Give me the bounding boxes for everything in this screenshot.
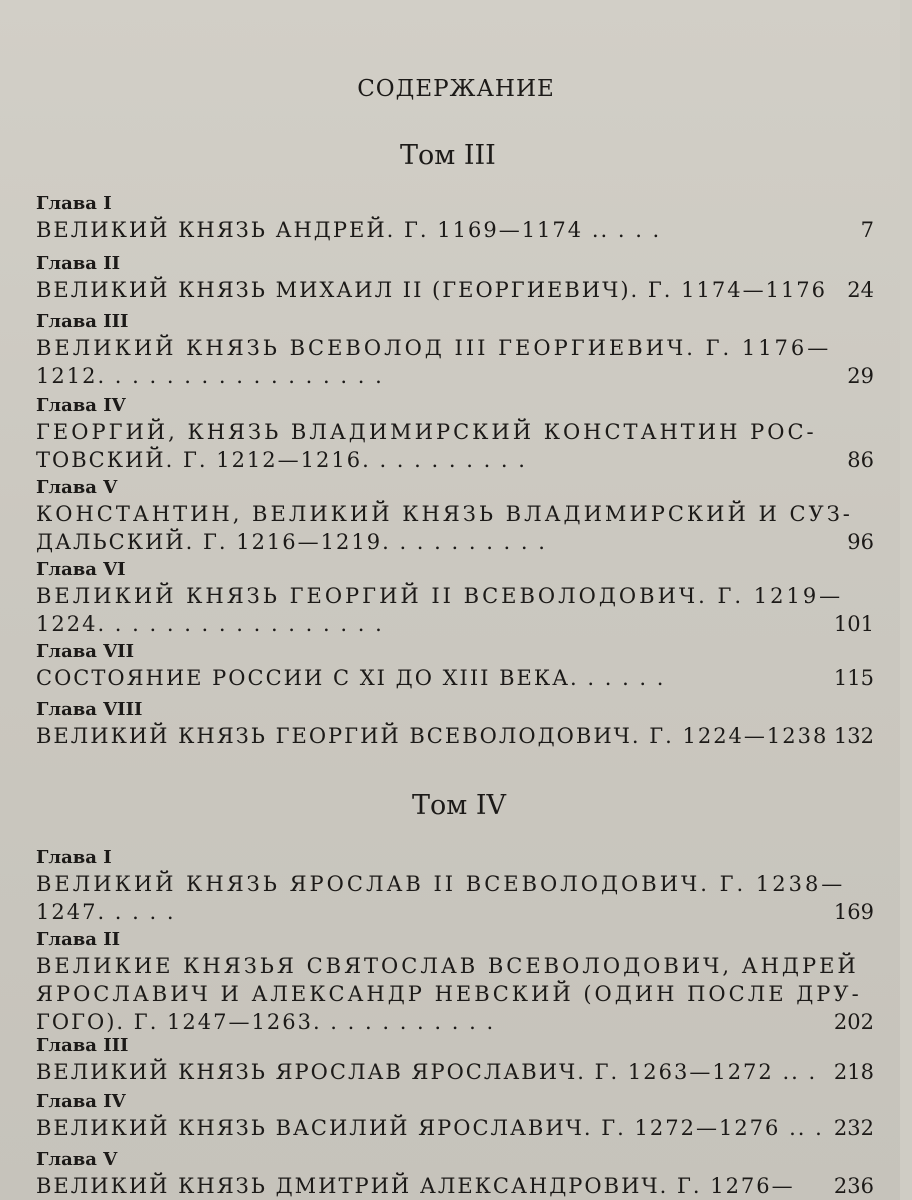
chapter-title-line xyxy=(36,1114,824,1142)
chapter-title-text: СОСТОЯНИЕ РОССИИ С XI ДО XIII ВЕКА xyxy=(36,666,571,690)
dot-leader: . . xyxy=(791,1060,818,1084)
page-number: 232 xyxy=(833,1116,874,1140)
chapter-number: Глава VIII xyxy=(36,699,143,720)
chapter-title-line xyxy=(36,610,816,638)
chapter-title-line xyxy=(36,664,816,692)
chapter-number: Глава V xyxy=(36,477,118,498)
page-number: 101 xyxy=(833,612,874,636)
chapter-number: Глава I xyxy=(36,847,112,868)
chapter-title-line xyxy=(36,870,846,898)
dot-leader: . . . . . . . . . . . . . . . . . xyxy=(97,364,384,388)
chapter-title-line xyxy=(36,362,816,390)
chapter-title-line xyxy=(36,334,832,362)
chapter-title-text: ГОГО). Г. 1247—1263 xyxy=(36,1010,313,1034)
chapter-title-line xyxy=(36,276,828,304)
toc-entry[interactable] xyxy=(36,642,874,692)
toc-entry[interactable] xyxy=(36,478,874,556)
dot-leader: . . . . xyxy=(600,218,662,242)
toc-entry[interactable] xyxy=(36,312,874,390)
chapter-title-line xyxy=(36,1008,816,1036)
volume-title: Том III xyxy=(400,140,496,171)
dot-leader: . . . . . . . . . . . xyxy=(312,1010,496,1034)
chapter-title-line xyxy=(36,898,816,926)
chapter-title-line xyxy=(36,1172,816,1200)
toc-entry[interactable] xyxy=(36,1092,874,1142)
chapter-title-line xyxy=(36,582,844,610)
chapter-title-line xyxy=(36,952,859,980)
volume-title: Том IV xyxy=(412,790,507,821)
page-heading: СОДЕРЖАНИЕ xyxy=(357,76,555,102)
chapter-title-text: КОНСТАНТИН, ВЕЛИКИЙ КНЯЗЬ ВЛАДИМИРСКИЙ И СУЗ- xyxy=(36,502,853,526)
chapter-title-text: ГЕОРГИЙ, КНЯЗЬ ВЛАДИМИРСКИЙ КОНСТАНТИН РОС- xyxy=(36,420,817,444)
chapter-title-text: ВЕЛИКИЙ КНЯЗЬ ВСЕВОЛОД III ГЕОРГИЕВИЧ. Г. 1176— xyxy=(36,336,832,360)
chapter-title-text: 1247 xyxy=(36,900,98,924)
chapter-title-text: ВЕЛИКИЙ КНЯЗЬ ГЕОРГИЙ ВСЕВОЛОДОВИЧ. Г. 1224—1238 xyxy=(36,724,829,748)
chapter-title-text: ЯРОСЛАВИЧ И АЛЕКСАНДР НЕВСКИЙ (ОДИН ПОСЛЕ ДРУ- xyxy=(36,982,862,1006)
toc-entry[interactable] xyxy=(36,1150,874,1200)
chapter-number: Глава VI xyxy=(36,559,126,580)
chapter-title-text: ВЕЛИКИЕ КНЯЗЬЯ СВЯТОСЛАВ ВСЕВОЛОДОВИЧ, АНДРЕЙ xyxy=(36,954,859,978)
chapter-number: Глава III xyxy=(36,311,129,332)
page-number: 29 xyxy=(847,364,874,388)
toc-entry[interactable] xyxy=(36,396,874,474)
chapter-title-text: ВЕЛИКИЙ КНЯЗЬ ВАСИЛИЙ ЯРОСЛАВИЧ. Г. 1272—1276 . xyxy=(36,1116,798,1140)
dot-leader: . . xyxy=(797,1116,824,1140)
chapter-title-line xyxy=(36,528,816,556)
chapter-title-line xyxy=(36,1058,816,1086)
chapter-title-text: ВЕЛИКИЙ КНЯЗЬ ГЕОРГИЙ II ВСЕВОЛОДОВИЧ. Г. 1219— xyxy=(36,584,844,608)
dot-leader: . . . . . . . . . . xyxy=(362,448,527,472)
chapter-number: Глава V xyxy=(36,1149,118,1170)
chapter-title-line xyxy=(36,216,816,244)
chapter-title-line xyxy=(36,418,816,446)
chapter-title-line xyxy=(36,980,862,1008)
page-number: 86 xyxy=(847,448,874,472)
chapter-title-text: ТОВСКИЙ. Г. 1212—1216 xyxy=(36,448,363,472)
page-number: 115 xyxy=(833,666,874,690)
dot-leader: . . . . . xyxy=(97,900,176,924)
chapter-number: Глава I xyxy=(36,193,112,214)
chapter-number: Глава IV xyxy=(36,1091,126,1112)
chapter-title-line xyxy=(36,722,829,750)
chapter-number: Глава II xyxy=(36,253,121,274)
chapter-title-text: ВЕЛИКИЙ КНЯЗЬ ЯРОСЛАВ II ВСЕВОЛОДОВИЧ. Г. 1238— xyxy=(36,872,846,896)
page-number: 202 xyxy=(833,1010,874,1034)
toc-entry[interactable] xyxy=(36,930,874,1036)
toc-entry[interactable] xyxy=(36,1036,874,1086)
dot-leader: . . . . . . . . . . xyxy=(382,530,547,554)
chapter-number: Глава VII xyxy=(36,641,135,662)
chapter-number: Глава II xyxy=(36,929,121,950)
chapter-number: Глава IV xyxy=(36,395,126,416)
page-number: 24 xyxy=(847,278,874,302)
toc-entry[interactable] xyxy=(36,194,874,244)
page-number: 169 xyxy=(833,900,874,924)
chapter-title-line xyxy=(36,500,853,528)
chapter-title-text: ВЕЛИКИЙ КНЯЗЬ ЯРОСЛАВ ЯРОСЛАВИЧ. Г. 1263—1272 . xyxy=(36,1060,792,1084)
page-number: 7 xyxy=(860,218,874,242)
chapter-title-line xyxy=(36,446,816,474)
page-number: 96 xyxy=(847,530,874,554)
dot-leader: . . . . . . xyxy=(570,666,666,690)
chapter-title-text: ВЕЛИКИЙ КНЯЗЬ АНДРЕЙ. Г. 1169—1174 . xyxy=(36,218,601,242)
chapter-title-text: ДАЛЬСКИЙ. Г. 1216—1219 xyxy=(36,530,383,554)
dot-leader: . . . . . . . . . . . . . . . . . xyxy=(97,612,384,636)
chapter-title-text: ВЕЛИКИЙ КНЯЗЬ ДМИТРИЙ АЛЕКСАНДРОВИЧ. Г. 1276— xyxy=(36,1174,795,1198)
toc-entry[interactable] xyxy=(36,700,874,750)
chapter-title-text: 1224 xyxy=(36,612,98,636)
page-number: 218 xyxy=(833,1060,874,1084)
toc-entry[interactable] xyxy=(36,560,874,638)
chapter-title-text: ВЕЛИКИЙ КНЯЗЬ МИХАИЛ II (ГЕОРГИЕВИЧ). Г. 1174—1176 xyxy=(36,278,828,302)
page-number: 132 xyxy=(833,724,874,748)
toc-entry[interactable] xyxy=(36,254,874,304)
toc-entry[interactable] xyxy=(36,848,874,926)
chapter-number: Глава III xyxy=(36,1035,129,1056)
page-number: 236 xyxy=(833,1174,874,1198)
chapter-title-text: 1212 xyxy=(36,364,98,388)
